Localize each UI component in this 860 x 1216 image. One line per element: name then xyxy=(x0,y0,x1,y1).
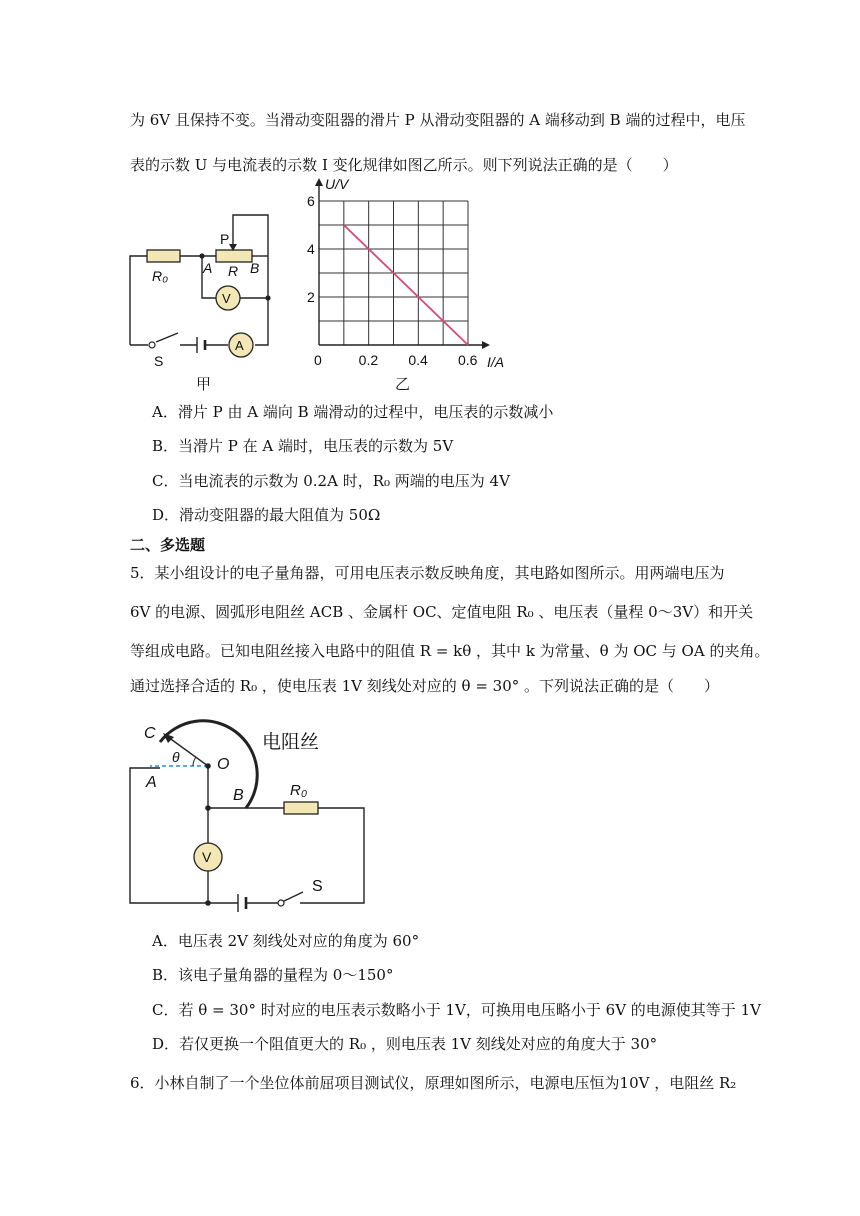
q5-option-d: D．若仅更换一个阻值更大的 R₀ ，则电压表 1V 刻线处对应的角度大于 30° xyxy=(152,1035,658,1053)
q4-option-b: B．当滑片 P 在 A 端时，电压表的示数为 5V xyxy=(152,437,454,455)
ammeter-label: A xyxy=(235,338,244,353)
q5-line4: 通过选择合适的 R₀ ，使电压表 1V 刻线处对应的 θ = 30° 。下列说法正确的是（ ） xyxy=(130,677,720,695)
x-axis-label: I/A xyxy=(487,354,505,370)
y-axis-label: U/V xyxy=(325,176,349,192)
x-tick-label: 0.2 xyxy=(358,352,379,368)
q4-option-c: C．当电流表的示数为 0.2A 时，R₀ 两端的电压为 4V xyxy=(152,472,510,490)
q5-line2: 6V 的电源、圆弧形电阻丝 ACB 、金属杆 OC、定值电阻 R₀ 、电压表（量程 0～3V）和开关 xyxy=(130,603,754,621)
y-tick-label: 6 xyxy=(307,193,315,209)
label-s: S xyxy=(154,353,164,369)
r0-resistor-q5 xyxy=(284,802,318,814)
label-p: P xyxy=(220,231,230,247)
x-tick-label: 0.6 xyxy=(458,352,478,368)
label-c: C xyxy=(144,725,156,742)
origin-label: 0 xyxy=(314,352,322,368)
voltmeter-label: V xyxy=(222,291,231,306)
q5-option-c: C．若 θ = 30° 时对应的电压表示数略小于 1V，可换用电压略小于 6V 的电源使其等于 1V xyxy=(152,1001,761,1019)
voltmeter-label-q5: V xyxy=(202,849,212,865)
q4-stem-line2: 表的示数 U 与电流表的示数 I 变化规律如图乙所示。则下列说法正确的是（ ） xyxy=(130,156,678,174)
q4-stem-line1: 为 6V 且保持不变。当滑动变阻器的滑片 P 从滑动变阻器的 A 端移动到 B 端的过程中，电压 xyxy=(130,111,746,129)
label-r0-q5: R₀ xyxy=(290,782,308,799)
q5-option-b: B．该电子量角器的量程为 0～150° xyxy=(152,966,394,984)
x-tick-label: 0.4 xyxy=(408,352,428,368)
section-heading-multiple-choice: 二、多选题 xyxy=(130,536,206,554)
caption-jia: 甲 xyxy=(196,376,212,393)
q6-line1: 6．小林自制了一个坐位体前屈项目测试仪，原理如图所示，电源电压恒为10V ，电阻丝 R₂ xyxy=(130,1074,737,1092)
q5-line3: 等组成电路。已知电阻丝接入电路中的阻值 R = kθ ，其中 k 为常量、θ 为 OC 与 OA 的夹角。 xyxy=(130,642,770,660)
label-r0: R₀ xyxy=(152,268,169,284)
label-r: R xyxy=(228,263,239,279)
label-b: B xyxy=(250,260,260,276)
label-b-q5: B xyxy=(233,787,244,804)
label-s-q5: S xyxy=(312,878,323,895)
label-a-q5: A xyxy=(146,774,157,791)
y-tick-label: 2 xyxy=(307,289,315,305)
q5-line1: 5．某小组设计的电子量角器，可用电压表示数反映角度，其电路如图所示。用两端电压为 xyxy=(130,564,725,582)
caption-yi: 乙 xyxy=(395,376,411,393)
label-theta: θ xyxy=(172,749,180,765)
q5-option-a: A．电压表 2V 刻线处对应的角度为 60° xyxy=(152,932,420,950)
label-resistance-wire: 电阻丝 xyxy=(262,732,320,753)
q4-option-a: A．滑片 P 由 A 端向 B 端滑动的过程中，电压表的示数减小 xyxy=(152,403,554,421)
y-tick-label: 4 xyxy=(307,241,315,257)
label-a: A xyxy=(203,260,213,276)
q4-option-d: D．滑动变阻器的最大阻值为 50Ω xyxy=(152,506,381,524)
label-o: O xyxy=(217,756,230,773)
